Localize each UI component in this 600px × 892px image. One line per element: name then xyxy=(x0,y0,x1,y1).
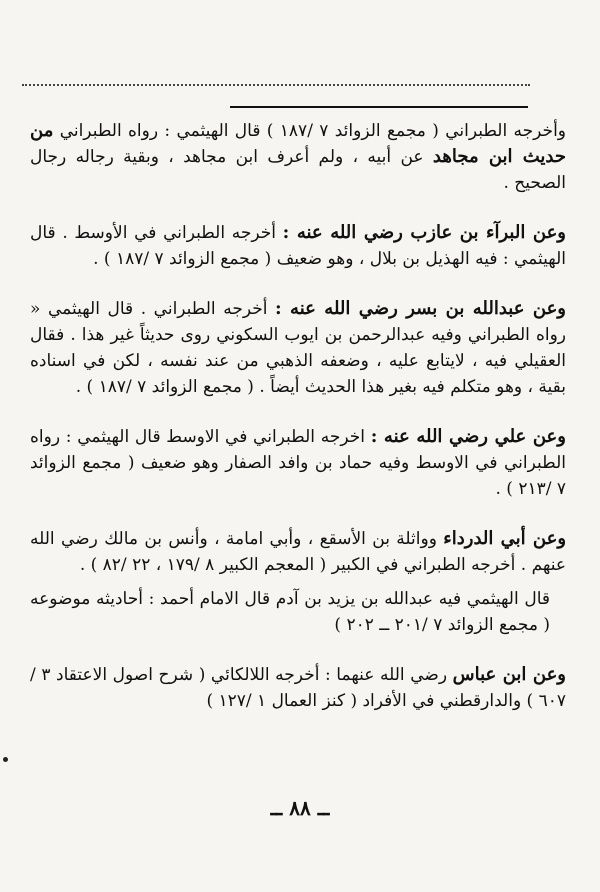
paragraph-6-text: قال الهيثمي فيه عبدالله بن يزيد بن آدم قال الامام أحمد : أحاديثه موضوعه ( مجمع الزوائد ٧ /٢٠١ ــ ٢٠٢ ) xyxy=(30,589,550,635)
paragraph-2-lead: وعن البرآء بن عازب رضي الله عنه : xyxy=(282,222,566,243)
margin-dot xyxy=(3,757,8,762)
paragraph-3-lead: وعن عبدالله بن بسر رضي الله عنه : xyxy=(275,298,567,319)
paragraph-4 xyxy=(30,424,566,502)
paragraph-1 xyxy=(30,118,566,196)
paragraph-1-lead: من حديث ابن مجاهد xyxy=(30,120,566,167)
paragraph-5-lead: وعن أبي الدرداء xyxy=(443,528,567,549)
header-solid-rule xyxy=(230,106,528,108)
paragraph-2 xyxy=(30,220,566,272)
paragraph-1-text-2: عن أبيه ، ولم أعرف ابن مجاهد ، وبقية رجاله رجال الصحيح . xyxy=(30,147,566,193)
header-dotted-rule xyxy=(22,84,530,86)
paragraph-2-text: أخرجه الطبراني في الأوسط . قال الهيثمي : فيه الهذيل بن بلال ، وهو ضعيف ( مجمع الزوائد ٧ /١٨٧ ) . xyxy=(30,223,566,269)
paragraph-6 xyxy=(30,586,566,638)
paragraph-4-text: اخرجه الطبراني في الاوسط قال الهيثمي : رواه الطبراني في الاوسط وفيه حماد بن وافد الصفار وهو ضعيف ( مجمع الزوائد ٧ /٢١٣ ) . xyxy=(30,427,566,499)
paragraph-7 xyxy=(30,662,566,714)
paragraph-7-lead: وعن ابن عباس xyxy=(452,664,567,685)
paragraph-4-lead: وعن علي رضي الله عنه : xyxy=(370,426,566,447)
paragraph-7-text: رضي الله عنهما : أخرجه اللالكائي ( شرح اصول الاعتقاد ٣ /٦٠٧ ) والدارقطني في الأفراد ( كنز العمال ١ /١٢٧ ) xyxy=(30,665,566,711)
paragraph-3 xyxy=(30,296,566,400)
paragraph-5-text: وواثلة بن الأسقع ، وأبي امامة ، وأنس بن مالك رضي الله عنهم . أخرجه الطبراني في الكبير ( المعجم الكبير ٨ /١٧٩ ، ٢٢ /٨٢ ) . xyxy=(30,529,566,575)
paragraph-3-text: أخرجه الطبراني . قال الهيثمي « رواه الطبراني وفيه عبدالرحمن بن ايوب السكوني روى حديثاً غير هذا . فقال العقيلي فيه ، لايتابع عليه ، وضعفه الذهبي من عند نفسه ، لكن في اسناده بقية ، وهو متكلم فيه بغير هذا الحديث أيضاً . ( مجمع الزوائد ٧ /١٨٧ ) . xyxy=(30,299,566,397)
page-body xyxy=(30,118,566,738)
paragraph-5 xyxy=(30,526,566,578)
page-number: ــ ٨٨ ــ xyxy=(270,796,330,820)
paragraph-1-text: وأخرجه الطبراني ( مجمع الزوائد ٧ /١٨٧ ) قال الهيثمي : رواه الطبراني xyxy=(59,121,566,141)
